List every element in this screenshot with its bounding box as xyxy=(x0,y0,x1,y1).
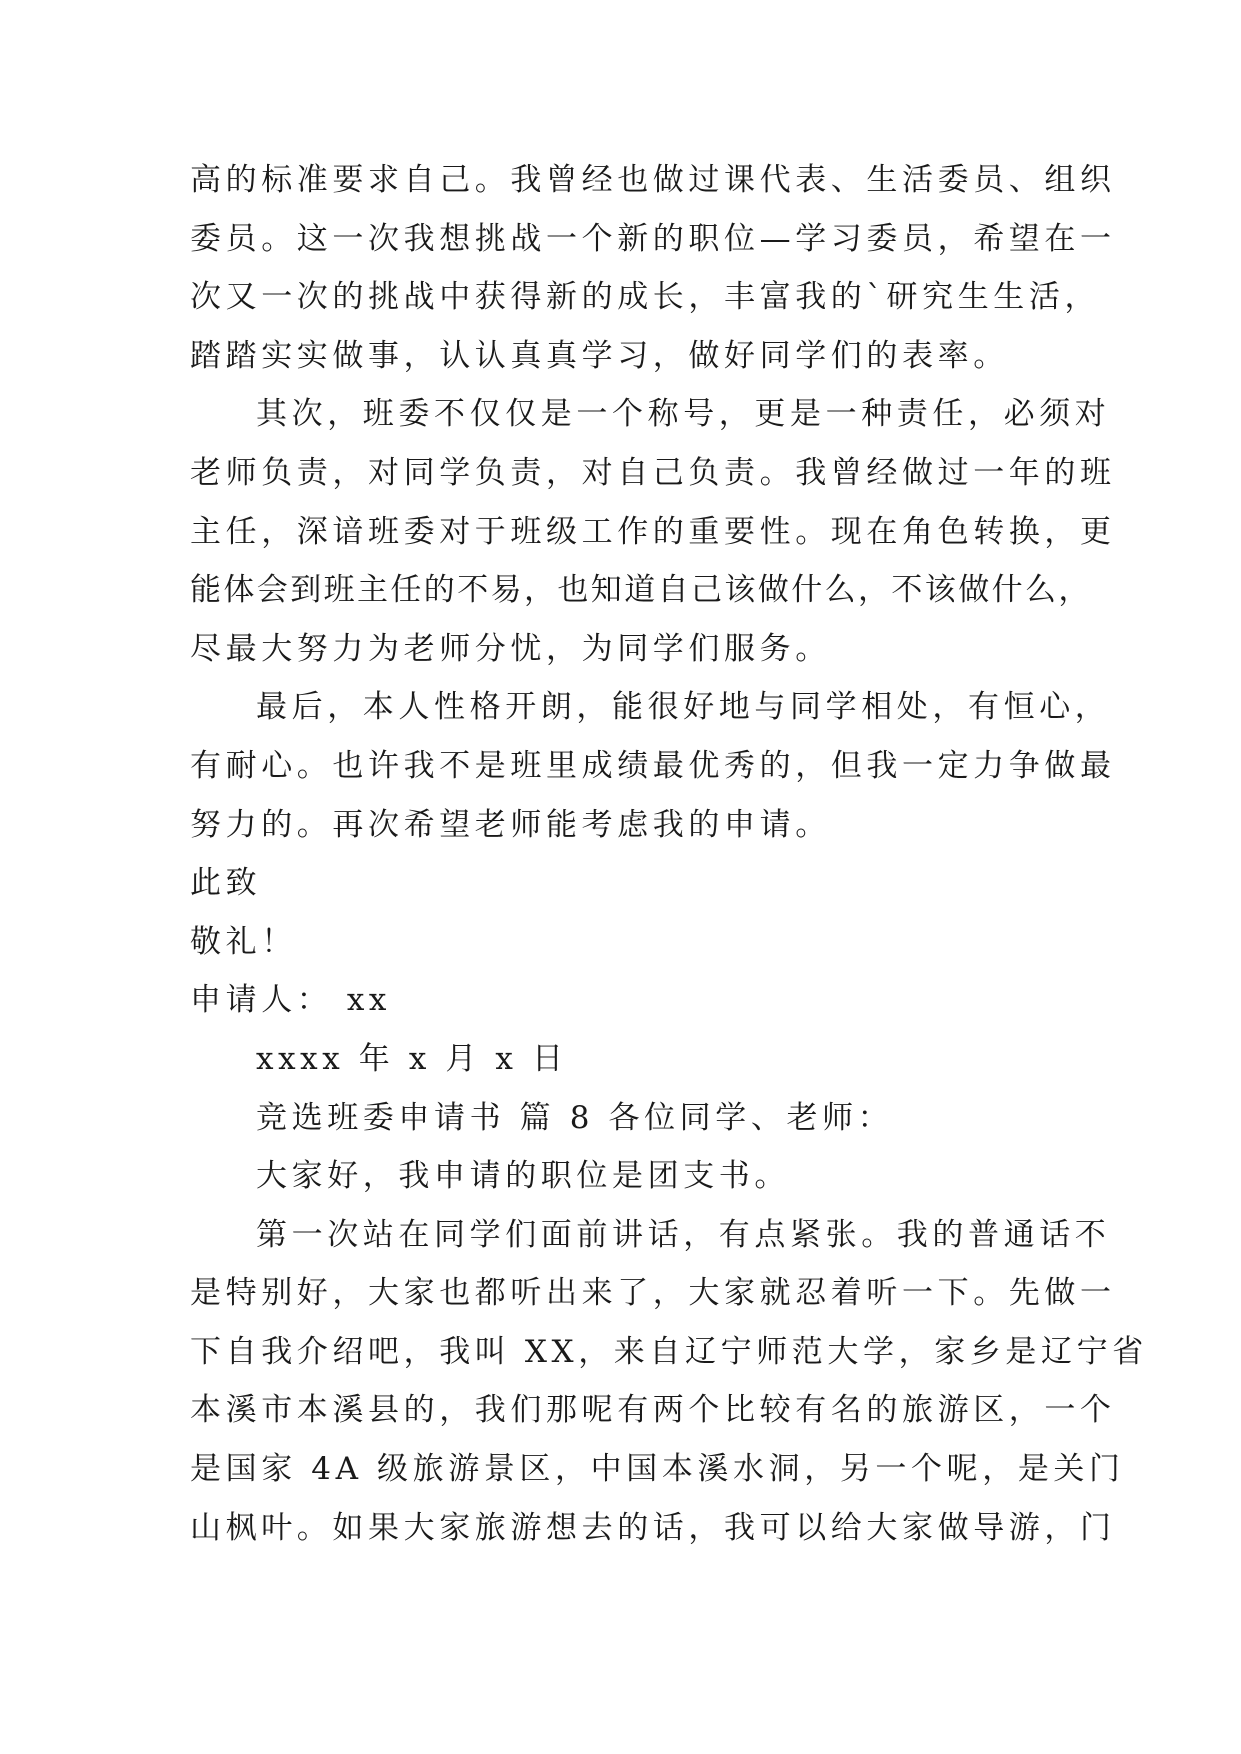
document-body xyxy=(190,151,1148,1557)
text-line: 下自我介绍吧，我叫 XX，来自辽宁师范大学，家乡是辽宁省 xyxy=(190,1333,1148,1370)
closing-salutation: 此致 xyxy=(190,865,262,902)
text-line: 老师负责，对同学负责，对自己负责。我曾经做过一年的班 xyxy=(190,454,1116,491)
text-line: 是特别好，大家也都听出来了，大家就忍着听一下。先做一 xyxy=(190,1275,1116,1312)
text-line: 能体会到班主任的不易，也知道自己该做什么，不该做什么， xyxy=(190,572,1092,609)
closing-regards: 敬礼！ xyxy=(190,923,297,960)
text-line: 是国家 4A 级旅游景区，中国本溪水洞，另一个呢，是关门 xyxy=(190,1451,1125,1488)
applicant-signature: 申请人： xx xyxy=(190,982,392,1019)
text-line: 踏踏实实做事，认认真真学习，做好同学们的表率。 xyxy=(190,337,1009,374)
text-line: 有耐心。也许我不是班里成绩最优秀的，但我一定力争做最 xyxy=(190,747,1116,784)
section-heading: 竞选班委申请书 篇 8 各位同学、老师： xyxy=(256,1099,894,1136)
text-line: 本溪市本溪县的，我们那呢有两个比较有名的旅游区，一个 xyxy=(190,1392,1116,1429)
paragraph-start-line: 大家好，我申请的职位是团支书。 xyxy=(256,1158,790,1195)
paragraph-start-line: 其次，班委不仅仅是一个称号，更是一种责任，必须对 xyxy=(256,396,1111,433)
text-line: 委员。这一次我想挑战一个新的职位—学习委员，希望在一 xyxy=(190,220,1116,257)
text-line: 努力的。再次希望老师能考虑我的申请。 xyxy=(190,806,831,843)
text-line: 山枫叶。如果大家旅游想去的话，我可以给大家做导游，门 xyxy=(190,1509,1116,1546)
paragraph-start-line: 最后，本人性格开朗，能很好地与同学相处，有恒心， xyxy=(256,689,1111,726)
text-line: 尽最大努力为老师分忧，为同学们服务。 xyxy=(190,630,831,667)
date-line: xxxx 年 x 月 x 日 xyxy=(256,1040,568,1077)
text-line: 次又一次的挑战中获得新的成长，丰富我的`研究生生活， xyxy=(190,279,1101,316)
text-line: 主任，深谙班委对于班级工作的重要性。现在角色转换，更 xyxy=(190,513,1116,550)
paragraph-start-line: 第一次站在同学们面前讲话，有点紧张。我的普通话不 xyxy=(256,1216,1111,1253)
text-line: 高的标准要求自己。我曾经也做过课代表、生活委员、组织 xyxy=(190,162,1116,198)
